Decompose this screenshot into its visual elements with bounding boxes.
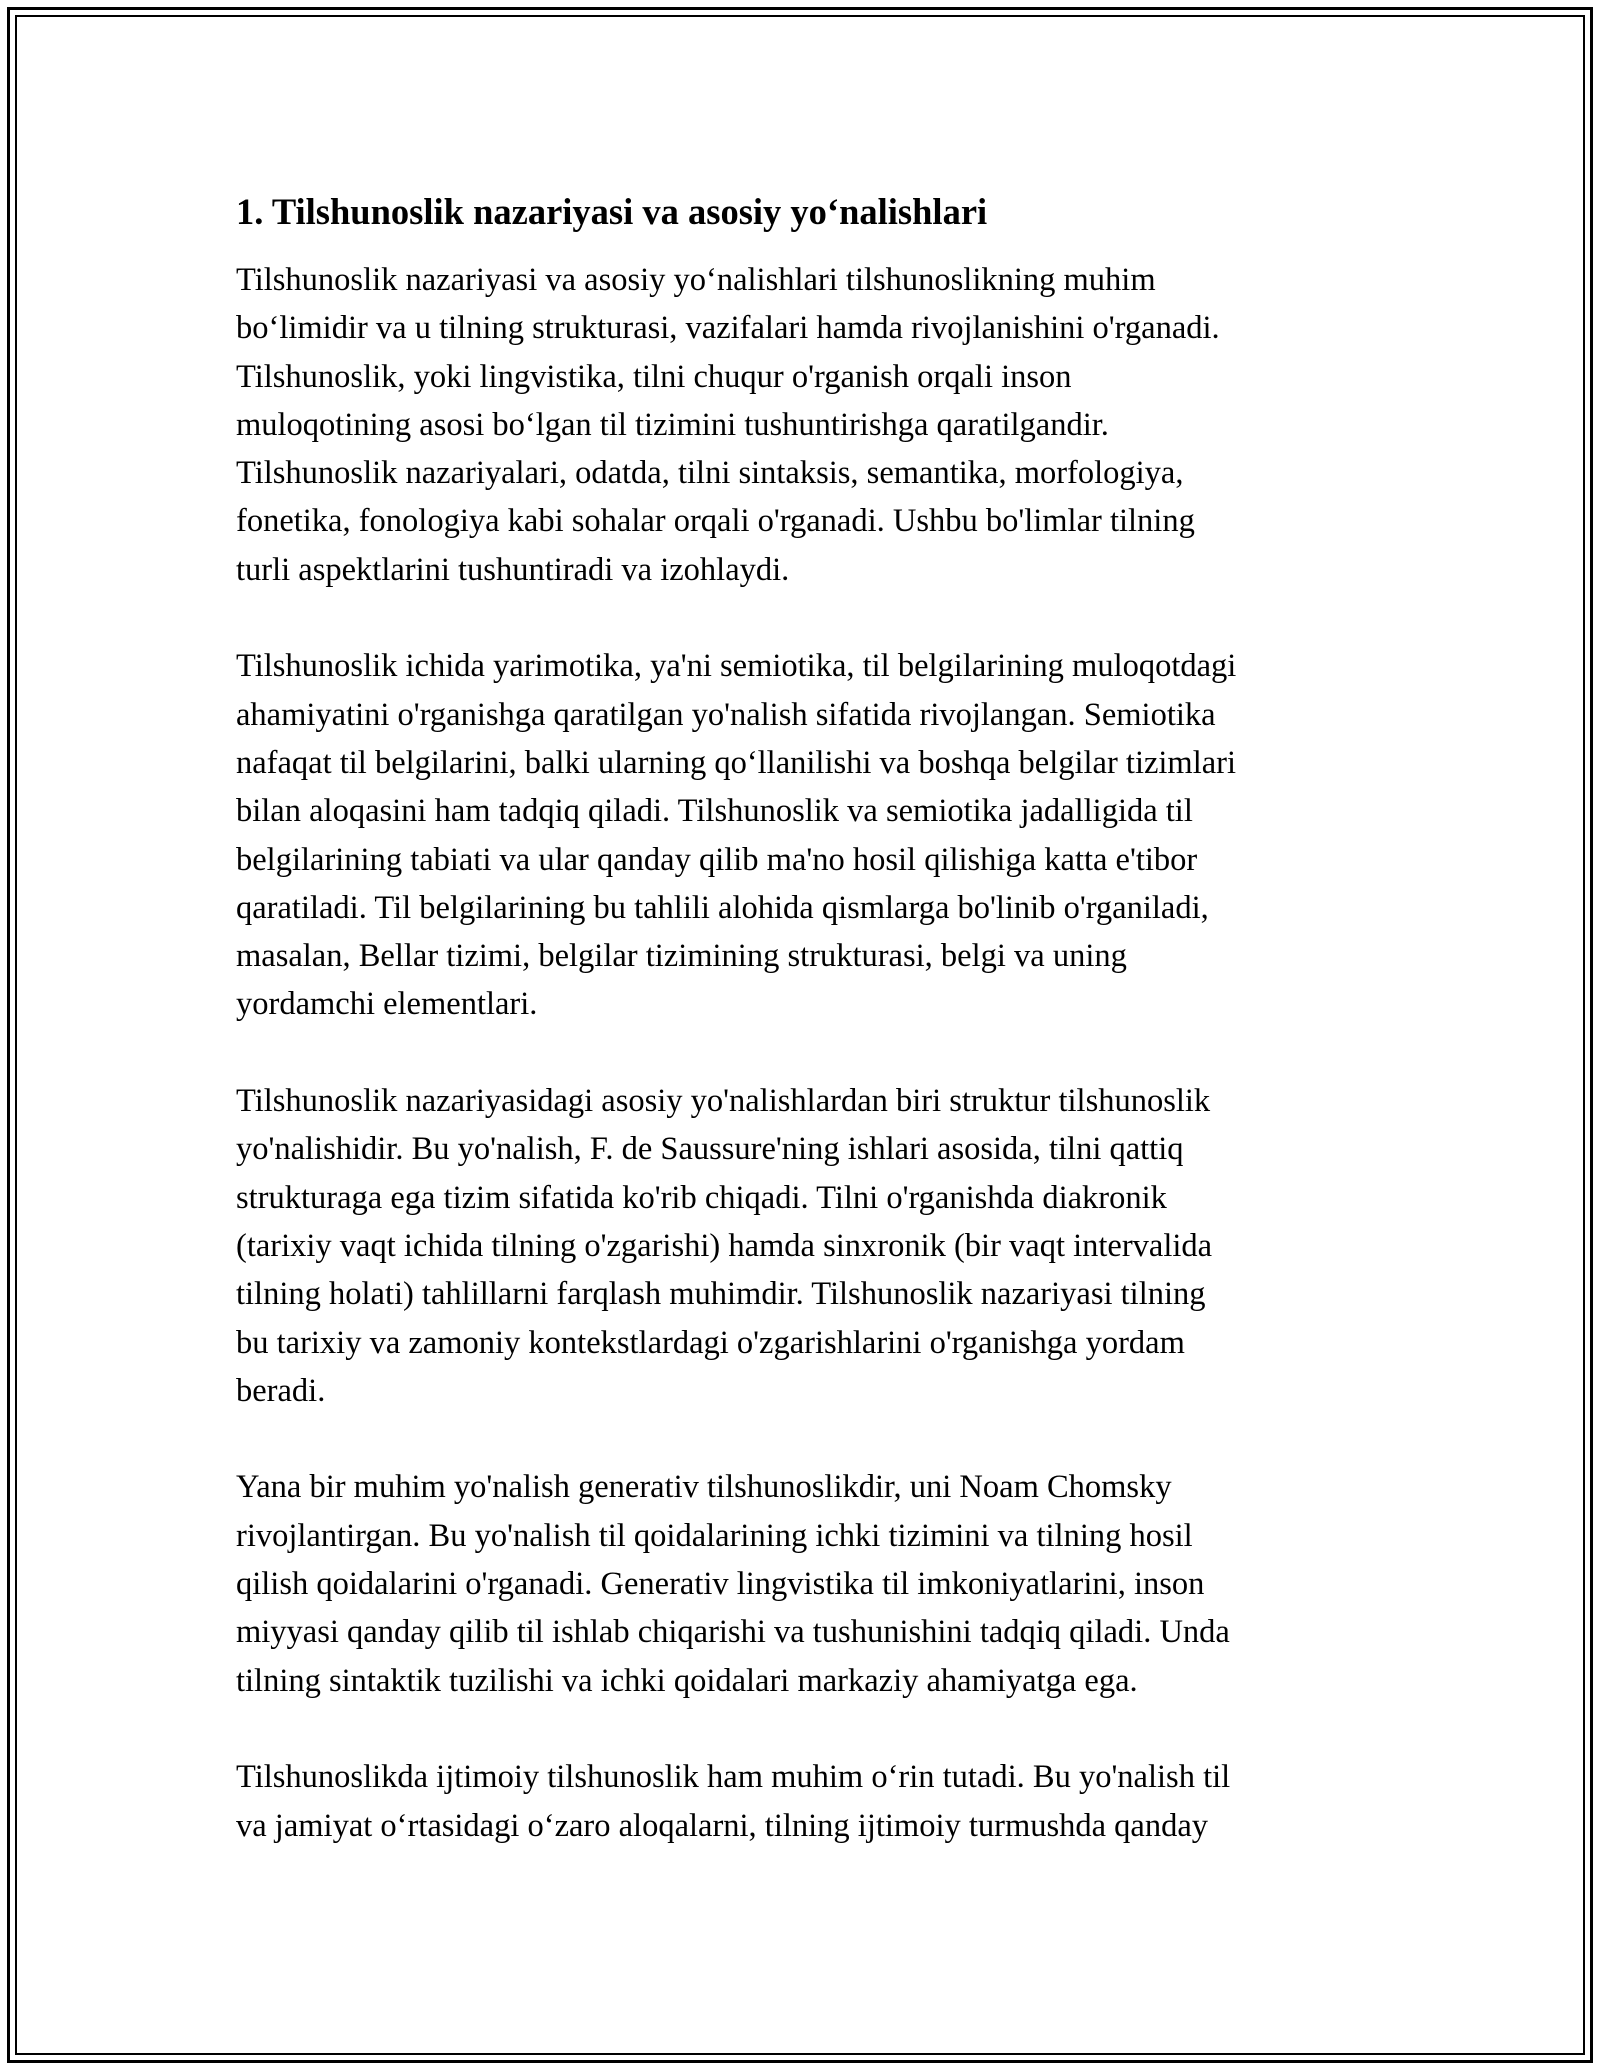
text-line: turli aspektlarini tushuntiradi va izohlaydi. [236,551,790,588]
text-line: bo‘limidir va u tilning strukturasi, vazifalari hamda rivojlanishini o'rganadi. [236,310,1220,347]
text-line: belgilarining tabiati va ular qanday qilib ma'no hosil qilishiga katta e'tibor [236,841,1198,878]
text-line: strukturaga ega tizim sifatida ko'rib chiqadi. Tilni o'rganishda diakronik [236,1179,1167,1216]
text-line: (tarixiy vaqt ichida tilning o'zgarishi) hamda sinxronik (bir vaqt intervalida [236,1227,1213,1264]
text-line: Tilshunoslikda ijtimoiy tilshunoslik ham muhim o‘rin tutadi. Bu yo'nalish til [236,1759,1231,1796]
text-line: fonetika, fonologiya kabi sohalar orqali o'rganadi. Ushbu bo'limlar tilning [236,503,1195,540]
text-line: Tilshunoslik nazariyasi va asosiy yo‘nalishlari tilshunoslikning muhim [236,262,1156,298]
text-line: muloqotining asosi bo‘lgan til tizimini tushuntirishga qaratilgandir. [236,406,1109,443]
text-line: Yana bir muhim yo'nalish generativ tilshunoslikdir, uni Noam Chomsky [236,1469,1172,1506]
text-line: tilning sintaktik tuzilishi va ichki qoidalari markaziy ahamiyatga ega. [236,1662,1138,1699]
section-heading: 1. Tilshunoslik nazariyasi va asosiy yo‘nalishlari [236,191,988,232]
text-line: bu tarixiy va zamoniy kontekstlardagi o'zgarishlarini o'rganishga yordam [236,1324,1185,1361]
text-line: qaratiladi. Til belgilarining bu tahlili alohida qismlarga bo'linib o'rganiladi, [236,889,1209,926]
text-line: Tilshunoslik, yoki lingvistika, tilni chuqur o'rganish orqali inson [236,358,1072,395]
text-line: bilan aloqasini ham tadqiq qiladi. Tilshunoslik va semiotika jadalligida til [236,793,1193,830]
text-line: nafaqat til belgilarini, balki ularning qo‘llanilishi va boshqa belgilar tizimlari [236,744,1237,781]
document-body [236,188,1386,1898]
paragraph-4 [236,1463,1386,1704]
text-line: va jamiyat o‘rtasidagi o‘zaro aloqalarni, tilning ijtimoiy turmushda qanday [236,1807,1209,1844]
text-line: Tilshunoslik nazariyalari, odatda, tilni sintaksis, semantika, morfologiya, [236,455,1184,492]
text-line: yordamchi elementlari. [236,986,538,1023]
paragraph-5 [236,1753,1386,1850]
text-line: qilish qoidalarini o'rganadi. Generativ lingvistika til imkoniyatlarini, inson [236,1566,1205,1603]
text-line: Tilshunoslik ichida yarimotika, ya'ni semiotika, til belgilarining muloqotdagi [236,648,1237,685]
text-line: miyyasi qanday qilib til ishlab chiqarishi va tushunishini tadqiq qiladi. Unda [236,1614,1230,1651]
text-line: masalan, Bellar tizimi, belgilar tizimining strukturasi, belgi va uning [236,938,1127,975]
text-line: yo'nalishidir. Bu yo'nalish, F. de Saussure'ning ishlari asosida, tilni qattiq [236,1131,1184,1168]
text-line: beradi. [236,1372,326,1409]
paragraph-2 [236,642,1386,1028]
paragraph-3 [236,1077,1386,1415]
text-line: rivojlantirgan. Bu yo'nalish til qoidalarining ichki tizimini va tilning hosil [236,1517,1193,1554]
text-line: tilning holati) tahlillarni farqlash muhimdir. Tilshunoslik nazariyasi tilning [236,1276,1206,1313]
text-line: Tilshunoslik nazariyasidagi asosiy yo'nalishlardan biri struktur tilshunoslik [236,1083,1211,1120]
text-line: ahamiyatini o'rganishga qaratilgan yo'nalish sifatida rivojlangan. Semiotika [236,696,1216,733]
paragraph-1 [236,256,1386,594]
